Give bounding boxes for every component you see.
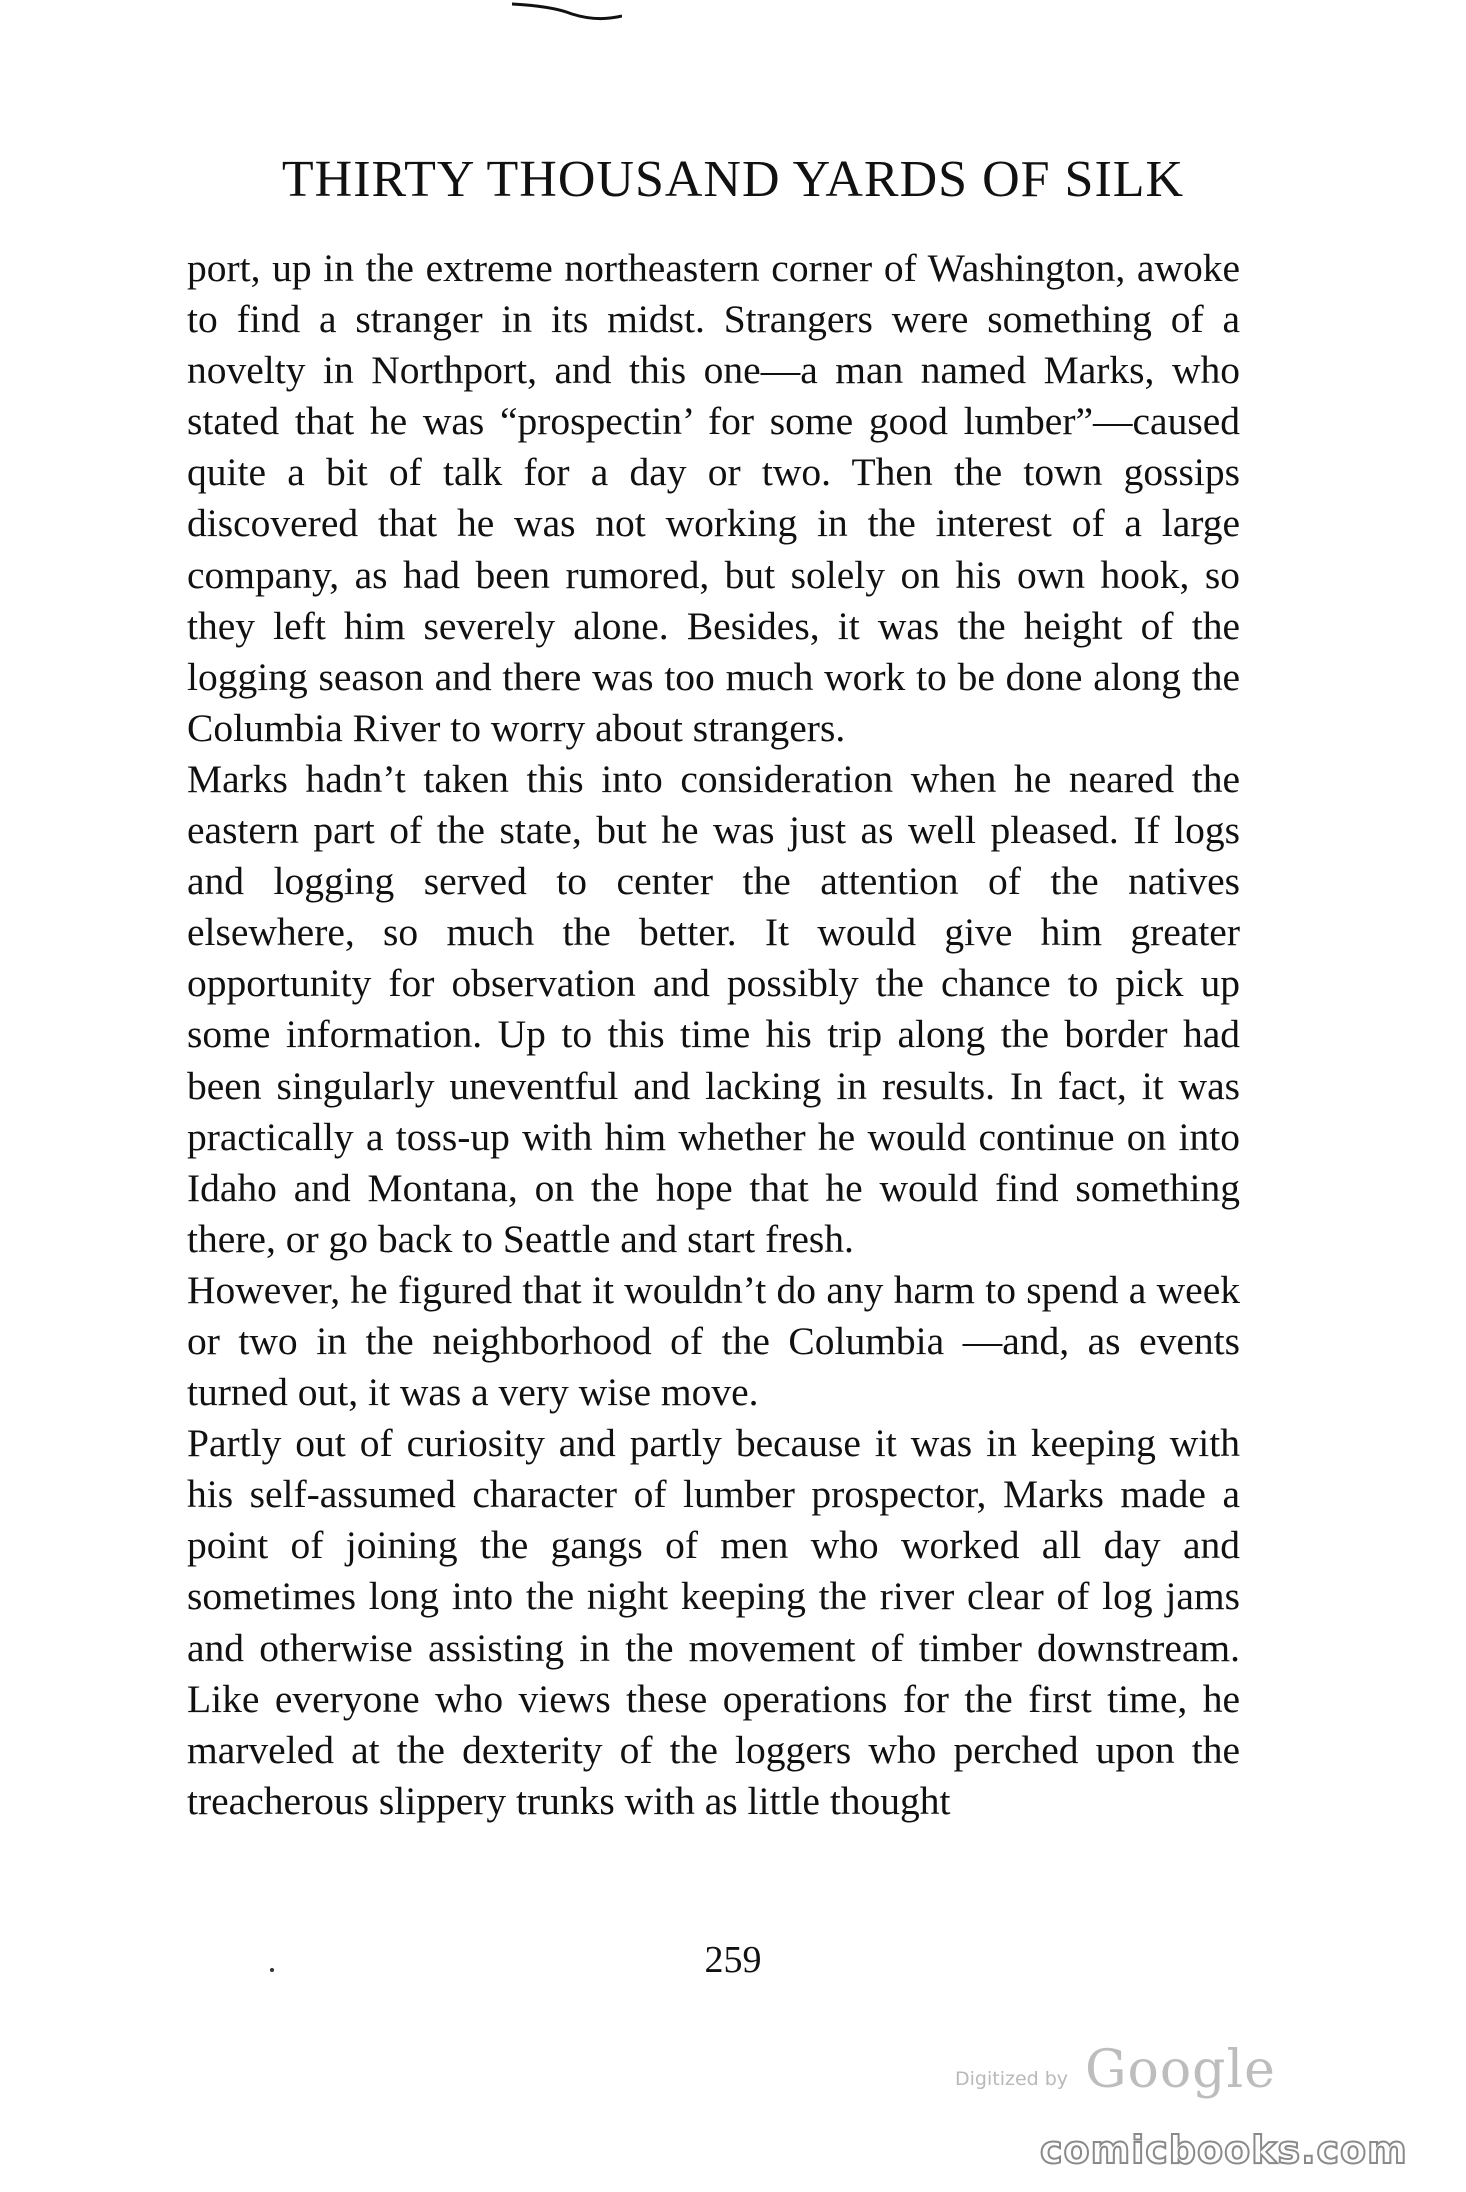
digitizer-prefix: Digitized by xyxy=(955,2068,1069,2090)
body-text xyxy=(187,243,1240,1827)
paragraph-3: However, he figured that it wouldn’t do any harm to spend a week or two in the neighborhood of the Columbia —and, as events turned out, it was a very wise move. xyxy=(187,1267,1240,1415)
digitizer-brand: Google xyxy=(1085,2040,1276,2100)
paragraph-4: Partly out of curiosity and partly because it was in keeping with his self-assumed character of lumber prospector, Marks made a point of joining the gangs of men who worked all day and sometimes long into the night keeping the river clear of log jams and otherwise assisting in the movement of timber downstream. Like everyone who views these operations for the first time, he marveled at the dexterity of the loggers who perched upon the treacherous slippery trunks with as little thought xyxy=(187,1421,1240,1823)
running-head: THIRTY THOUSAND YARDS OF SILK xyxy=(281,151,1185,208)
paragraph-1: port, up in the extreme northeastern corner of Washington, awoke to find a stranger in its midst. Strangers were something of a novelty in Northport, and this one—a man named Marks, who stated that he was “prospectin’ for some good lumber”—caused quite a bit of talk for a day or two. Then the town gossips discovered that he was not working in the interest of a large company, as had been rumored, but solely on his own hook, so they left him severely alone. Besides, it was the height of the logging season and there was too much work to be done along the Columbia River to worry about strangers. xyxy=(187,246,1240,750)
page-number: 259 xyxy=(704,1939,762,1981)
paragraph-2: Marks hadn’t taken this into consideration when he neared the eastern part of the state, but he was just as well pleased. If logs and logging served to center the attention of the natives elsewhere, so much the better. It would give him greater opportunity for observation and possibly the chance to pick up some information. Up to this time his trip along the border had been singularly uneventful and lacking in results. In fact, it was practically a toss-up with him whether he would continue on into Idaho and Montana, on the hope that he would find something there, or go back to Seattle and start fresh. xyxy=(187,756,1240,1261)
site-watermark: comicbooks.com xyxy=(1040,2128,1408,2172)
top-rule-mark xyxy=(512,0,622,26)
digitizer-mark xyxy=(955,2040,1285,2100)
